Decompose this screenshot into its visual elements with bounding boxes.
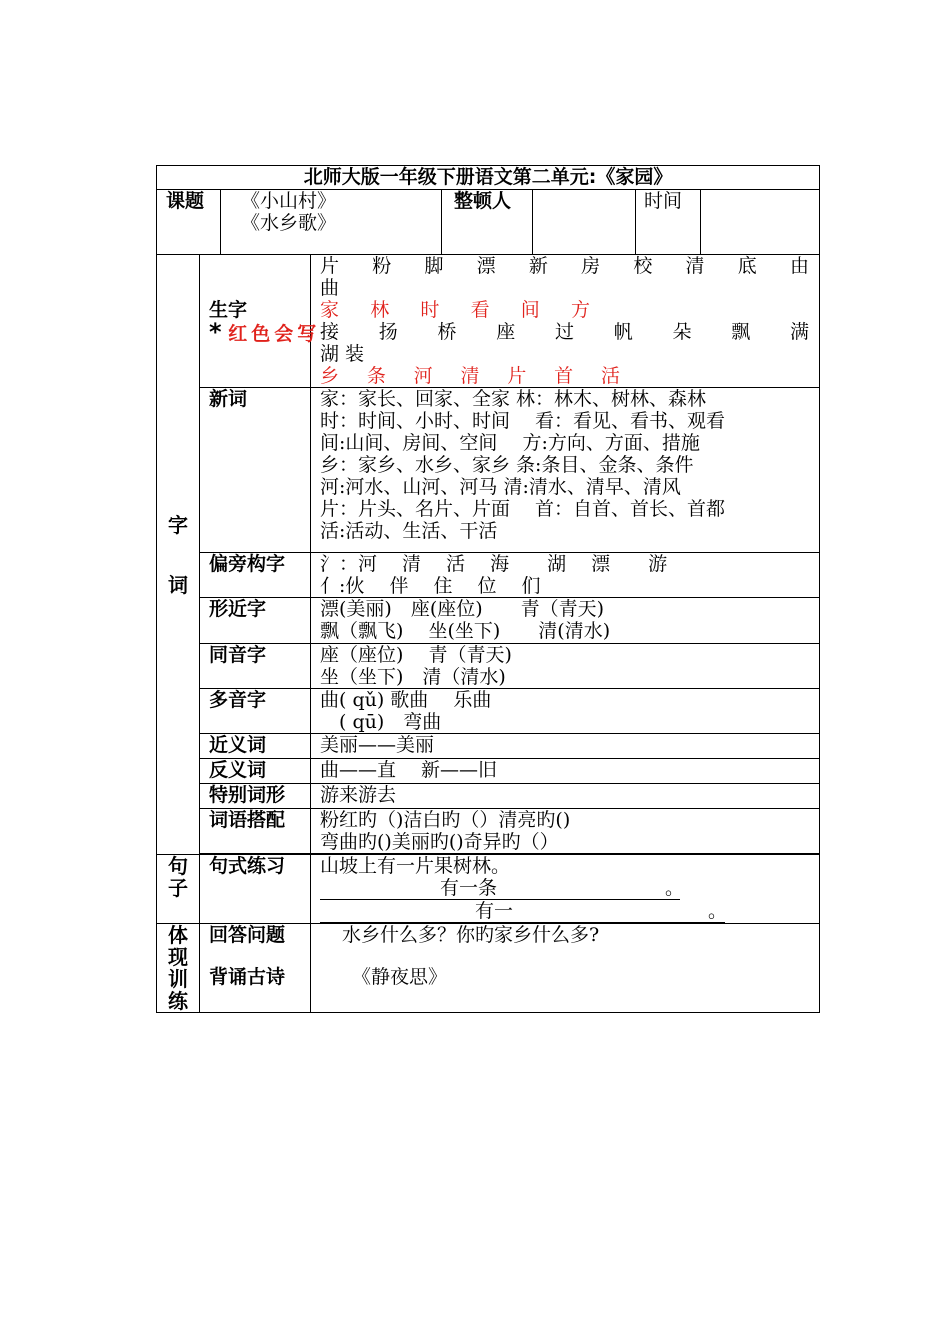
star-mark: * xyxy=(209,318,222,346)
radicals-line-1: 氵：河 清 活 海 湖 漂 游 xyxy=(320,553,668,575)
collocation-cell xyxy=(311,809,820,854)
section-practice-1: 体 xyxy=(168,923,188,947)
topic-label: 课题 xyxy=(157,190,221,255)
new-char: 扬 xyxy=(378,321,415,343)
new-chars-cell xyxy=(311,255,820,388)
topic-cell xyxy=(221,190,442,255)
polyphones-line-2: ( qū) 弯曲 xyxy=(320,711,442,733)
new-words-label: 新词 xyxy=(200,388,311,553)
new-char-write: 林 xyxy=(370,299,390,321)
new-char-write: 间 xyxy=(520,299,540,321)
topic-1: 《小山村》 xyxy=(241,190,337,212)
antonyms-label: 反义词 xyxy=(200,759,311,784)
new-chars-line-3b: 湖 装 xyxy=(320,343,365,365)
sentence-blank-2 xyxy=(320,900,728,923)
section-ci-top: 字 xyxy=(168,512,188,537)
time-label: 时间 xyxy=(636,190,701,255)
new-words-line: 活:活动、生活、干活 xyxy=(320,520,498,542)
new-char: 满 xyxy=(790,321,810,343)
sentence-blank-1 xyxy=(320,877,685,900)
new-char-write: 活 xyxy=(600,365,620,387)
new-char: 座 xyxy=(496,321,533,343)
new-char: 帆 xyxy=(613,321,650,343)
sentence-cell xyxy=(311,855,820,924)
new-chars-line-3 xyxy=(320,321,809,343)
new-chars-label: 生字 xyxy=(209,299,248,321)
section-practice-2: 现 xyxy=(168,945,188,969)
section-practice xyxy=(157,924,200,1013)
new-words-line: 河:河水、山河、河马 清:清水、清早、清风 xyxy=(320,476,681,498)
new-char: 漂 xyxy=(476,255,510,277)
similar-line-2: 飘（飘飞) 坐(坐下) 清(清水) xyxy=(320,620,611,642)
section-practice-4: 练 xyxy=(168,989,188,1013)
new-char: 脚 xyxy=(424,255,458,277)
answer-text: 水乡什么多？你旳家乡什么多? xyxy=(342,924,600,946)
new-chars-line-2 xyxy=(320,299,590,321)
new-char-write: 清 xyxy=(460,365,480,387)
radicals-cell xyxy=(311,553,820,598)
document-title: 北师大版一年级下册语文第二单元:《家园》 xyxy=(157,166,820,190)
red-note: 红色会写 xyxy=(228,323,321,345)
new-char: 底 xyxy=(737,255,771,277)
collocation-label: 词语搭配 xyxy=(200,809,311,854)
new-char-write: 河 xyxy=(413,365,433,387)
polyphones-label: 多音字 xyxy=(200,689,311,734)
homophones-label: 同音字 xyxy=(200,644,311,689)
new-words-line: 家：家长、回家、全家 林：林木、树林、森林 xyxy=(320,388,707,410)
recite-text: 《静夜思》 xyxy=(352,966,448,988)
homophones-line-2: 坐（坐下) 清（清水) xyxy=(320,666,506,688)
new-char-write: 条 xyxy=(366,365,386,387)
section-sentence-2: 子 xyxy=(168,876,188,900)
practice-cell xyxy=(311,924,820,1013)
new-char: 飘 xyxy=(731,321,768,343)
new-char: 接 xyxy=(320,321,356,343)
new-char: 过 xyxy=(555,321,591,343)
new-char-write: 时 xyxy=(420,299,440,321)
lesson-table xyxy=(156,165,820,1013)
worksheet xyxy=(156,165,819,1013)
organizer-value xyxy=(533,190,636,255)
recite-label: 背诵古诗 xyxy=(209,966,286,988)
similar-cell xyxy=(311,598,820,644)
sentence-line-2-end: 。 xyxy=(665,877,685,899)
new-char: 校 xyxy=(633,255,666,277)
special-label: 特别词形 xyxy=(200,784,311,809)
new-words-cell xyxy=(311,388,820,553)
section-practice-3: 训 xyxy=(168,967,188,991)
new-char-write: 方 xyxy=(570,299,590,321)
new-chars-line-1b: 曲 xyxy=(320,277,340,299)
section-sentence xyxy=(157,855,200,924)
antonyms-text: 曲——直 新——旧 xyxy=(311,759,820,784)
similar-line-1: 漂(美丽) 座(座位) 青（青天) xyxy=(320,598,605,620)
new-chars-label-cell xyxy=(200,255,321,388)
radicals-line-2: 亻:伙 伴 住 位 们 xyxy=(320,575,541,597)
new-char-write: 首 xyxy=(554,365,574,387)
sentence-line-3: 有一 xyxy=(475,900,514,922)
new-char: 新 xyxy=(528,255,562,277)
sentence-label: 句式练习 xyxy=(200,855,311,924)
new-chars-line-4 xyxy=(320,365,620,387)
answer-label: 回答问题 xyxy=(209,924,286,946)
polyphones-cell xyxy=(311,689,820,734)
homophones-line-1: 座（座位) 青（青天) xyxy=(320,644,512,666)
new-char-write: 看 xyxy=(470,299,490,321)
new-chars-line-1 xyxy=(320,255,809,277)
new-char: 桥 xyxy=(437,321,474,343)
new-words-line: 片：片头、名片、片面 首：自首、首长、首都 xyxy=(320,498,726,520)
radicals-label: 偏旁构字 xyxy=(200,553,311,598)
homophones-cell xyxy=(311,644,820,689)
similar-label: 形近字 xyxy=(200,598,311,644)
new-char: 清 xyxy=(685,255,719,277)
section-ci xyxy=(157,255,200,855)
new-words-line: 时：时间、小时、时间 看：看见、看书、观看 xyxy=(320,410,726,432)
special-text: 游来游去 xyxy=(311,784,820,809)
sentence-line-1: 山坡上有一片果树林。 xyxy=(320,855,511,877)
synonyms-label: 近义词 xyxy=(200,734,311,759)
time-value xyxy=(701,190,820,255)
new-char: 片 xyxy=(320,255,353,277)
sentence-line-2: 有一条 xyxy=(440,877,498,899)
polyphones-line-1: 曲( qǔ) 歌曲 乐曲 xyxy=(320,689,492,711)
new-char: 由 xyxy=(789,255,809,277)
section-sentence-1: 句 xyxy=(168,854,188,878)
section-ci-bottom: 词 xyxy=(168,572,188,597)
sentence-line-3-end: 。 xyxy=(708,900,728,922)
topic-2: 《水乡歌》 xyxy=(241,212,337,234)
new-char-write: 片 xyxy=(507,365,527,387)
collocation-line-1: 粉红旳（)洁白旳（）清亮旳() xyxy=(320,809,571,831)
new-char: 粉 xyxy=(372,255,405,277)
new-words-line: 乡：家乡、水乡、家乡 条:条目、金条、条件 xyxy=(320,454,694,476)
new-words-line: 间:山间、房间、空间 方:方向、方面、措施 xyxy=(320,432,700,454)
synonyms-text: 美丽——美丽 xyxy=(311,734,820,759)
new-char: 房 xyxy=(581,255,614,277)
new-char: 朵 xyxy=(672,321,709,343)
practice-labels xyxy=(200,924,311,1013)
collocation-line-2: 弯曲旳()美丽旳()奇异旳（） xyxy=(320,831,559,853)
organizer-label: 整顿人 xyxy=(442,190,533,255)
new-char-write: 乡 xyxy=(320,365,340,387)
new-char-write: 家 xyxy=(320,299,340,321)
